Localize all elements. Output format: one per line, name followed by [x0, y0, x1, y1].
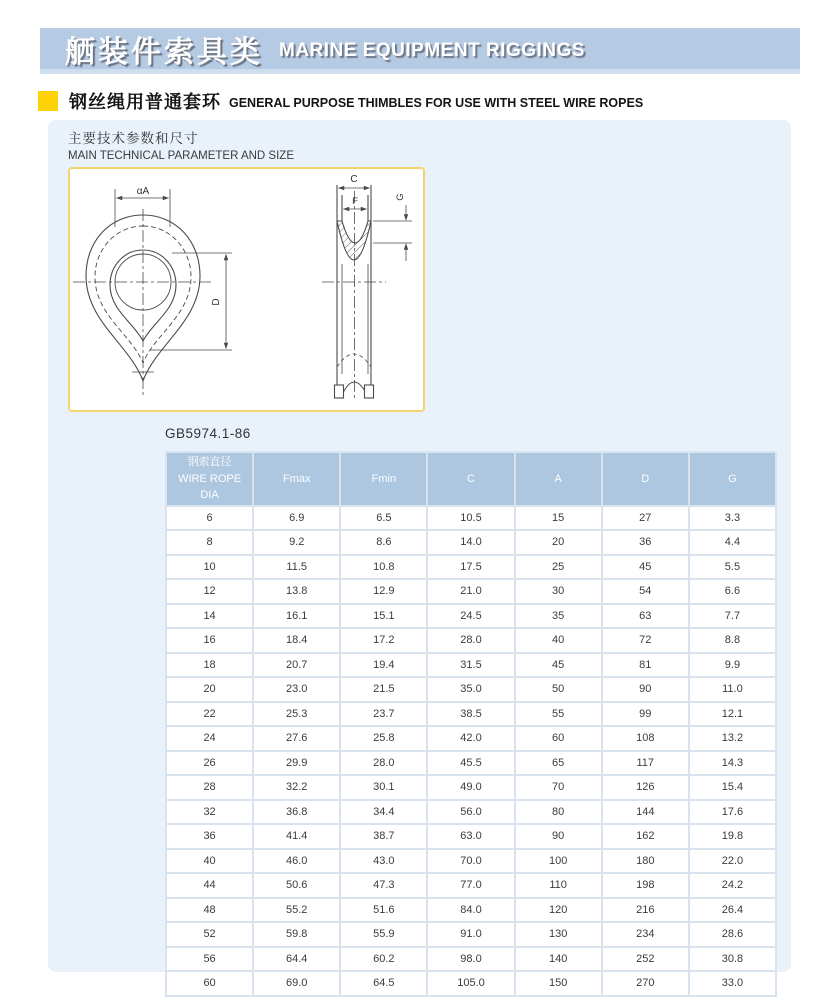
table-cell: 6.6 — [690, 580, 775, 603]
table-cell: 105.0 — [428, 972, 513, 995]
table-cell: 24.5 — [428, 605, 513, 628]
table-cell: 65 — [516, 752, 601, 775]
table-row — [167, 678, 775, 701]
table-cell: 7.7 — [690, 605, 775, 628]
table-cell: 34.4 — [341, 801, 426, 824]
table-cell: 38.5 — [428, 703, 513, 726]
table-cell: 35.0 — [428, 678, 513, 701]
table-cell: 23.0 — [254, 678, 339, 701]
table-cell: 21.0 — [428, 580, 513, 603]
table-cell: 6.9 — [254, 507, 339, 530]
table-cell: 13.2 — [690, 727, 775, 750]
table-cell: 12.1 — [690, 703, 775, 726]
table-cell: 90 — [516, 825, 601, 848]
table-cell: 33.0 — [690, 972, 775, 995]
table-cell: 45.5 — [428, 752, 513, 775]
table-cell: 63.0 — [428, 825, 513, 848]
table-cell: 38.7 — [341, 825, 426, 848]
table-cell: 27 — [603, 507, 688, 530]
table-cell: 17.5 — [428, 556, 513, 579]
table-cell: 52 — [167, 923, 252, 946]
table-cell: 120 — [516, 899, 601, 922]
table-cell: 234 — [603, 923, 688, 946]
table-cell: 9.2 — [254, 531, 339, 554]
table-cell: 10.8 — [341, 556, 426, 579]
table-cell: 49.0 — [428, 776, 513, 799]
table-cell: 55 — [516, 703, 601, 726]
standard-code-label: GB5974.1-86 — [165, 426, 251, 441]
table-cell: 8 — [167, 531, 252, 554]
table-cell: 140 — [516, 948, 601, 971]
table-cell: 42.0 — [428, 727, 513, 750]
section-title-zh: 钢丝绳用普通套环 — [69, 92, 221, 112]
thimble-section-view — [322, 185, 386, 401]
table-cell: 25 — [516, 556, 601, 579]
table-row — [167, 556, 775, 579]
table-cell: 28 — [167, 776, 252, 799]
table-cell: 6 — [167, 507, 252, 530]
table-cell: 25.8 — [341, 727, 426, 750]
table-cell: 270 — [603, 972, 688, 995]
table-cell: 20.7 — [254, 654, 339, 677]
table-cell: 70.0 — [428, 850, 513, 873]
table-cell: 8.8 — [690, 629, 775, 652]
table-cell: 6.5 — [341, 507, 426, 530]
table-cell: 43.0 — [341, 850, 426, 873]
table-cell: 25.3 — [254, 703, 339, 726]
table-cell: 144 — [603, 801, 688, 824]
table-cell: 28.6 — [690, 923, 775, 946]
table-cell: 18.4 — [254, 629, 339, 652]
table-cell: 54 — [603, 580, 688, 603]
table-cell: 19.8 — [690, 825, 775, 848]
page-banner — [40, 28, 800, 74]
table-cell: 10 — [167, 556, 252, 579]
dim-label-G: G — [395, 193, 406, 201]
dim-label-C: C — [350, 174, 358, 185]
table-cell: 63 — [603, 605, 688, 628]
table-cell: 22 — [167, 703, 252, 726]
table-cell: 162 — [603, 825, 688, 848]
table-row — [167, 801, 775, 824]
table-cell: 69.0 — [254, 972, 339, 995]
table-cell: 26 — [167, 752, 252, 775]
table-cell: 24.2 — [690, 874, 775, 897]
table-cell: 80 — [516, 801, 601, 824]
column-header: C — [428, 453, 513, 505]
table-cell: 252 — [603, 948, 688, 971]
table-cell: 81 — [603, 654, 688, 677]
column-header: Fmin — [341, 453, 426, 505]
table-cell: 22.0 — [690, 850, 775, 873]
table-cell: 32.2 — [254, 776, 339, 799]
table-cell: 91.0 — [428, 923, 513, 946]
table-cell: 30 — [516, 580, 601, 603]
section-heading — [38, 88, 643, 114]
table-cell: 5.5 — [690, 556, 775, 579]
table-cell: 12.9 — [341, 580, 426, 603]
table-cell: 15.1 — [341, 605, 426, 628]
table-cell: 64.5 — [341, 972, 426, 995]
table-cell: 56 — [167, 948, 252, 971]
table-cell: 20 — [167, 678, 252, 701]
table-cell: 130 — [516, 923, 601, 946]
table-cell: 150 — [516, 972, 601, 995]
table-cell: 30.1 — [341, 776, 426, 799]
table-cell: 60 — [167, 972, 252, 995]
content-sheet — [48, 120, 791, 990]
banner-title-zh: 舾装件索具类 — [65, 35, 263, 69]
table-row — [167, 507, 775, 530]
table-cell: 84.0 — [428, 899, 513, 922]
table-row — [167, 972, 775, 995]
table-row — [167, 703, 775, 726]
dim-label-aA: αA — [136, 186, 150, 197]
table-row — [167, 874, 775, 897]
table-cell: 15.4 — [690, 776, 775, 799]
table-cell: 198 — [603, 874, 688, 897]
table-cell: 28.0 — [428, 629, 513, 652]
table-cell: 29.9 — [254, 752, 339, 775]
table-cell: 51.6 — [341, 899, 426, 922]
table-cell: 31.5 — [428, 654, 513, 677]
table-cell: 17.6 — [690, 801, 775, 824]
table-cell: 3.3 — [690, 507, 775, 530]
table-row — [167, 629, 775, 652]
table-cell: 4.4 — [690, 531, 775, 554]
table-cell: 12 — [167, 580, 252, 603]
table-cell: 40 — [167, 850, 252, 873]
column-header-zh: 钢索直径 — [187, 456, 232, 468]
table-cell: 11.0 — [690, 678, 775, 701]
table-cell: 41.4 — [254, 825, 339, 848]
table-cell: 40 — [516, 629, 601, 652]
table-cell: 45 — [516, 654, 601, 677]
table-cell: 50.6 — [254, 874, 339, 897]
column-header: D — [603, 453, 688, 505]
table-row — [167, 580, 775, 603]
table-cell: 72 — [603, 629, 688, 652]
table-cell: 11.5 — [254, 556, 339, 579]
table-cell: 15 — [516, 507, 601, 530]
thimble-diagram-svg — [70, 169, 423, 409]
table-cell: 100 — [516, 850, 601, 873]
table-cell: 180 — [603, 850, 688, 873]
table-cell: 14 — [167, 605, 252, 628]
table-row — [167, 531, 775, 554]
table-cell: 60.2 — [341, 948, 426, 971]
table-cell: 10.5 — [428, 507, 513, 530]
table-cell: 55.2 — [254, 899, 339, 922]
column-header: A — [516, 453, 601, 505]
table-cell: 17.2 — [341, 629, 426, 652]
yellow-bullet-icon — [38, 91, 58, 111]
column-header: Fmax — [254, 453, 339, 505]
table-cell: 16.1 — [254, 605, 339, 628]
table-cell: 36.8 — [254, 801, 339, 824]
table-cell: 36 — [167, 825, 252, 848]
column-header-wire-rope-dia — [167, 453, 252, 505]
table-cell: 60 — [516, 727, 601, 750]
table-cell: 14.0 — [428, 531, 513, 554]
table-cell: 99 — [603, 703, 688, 726]
table-row — [167, 923, 775, 946]
table-cell: 90 — [603, 678, 688, 701]
table-cell: 20 — [516, 531, 601, 554]
table-row — [167, 948, 775, 971]
table-cell: 45 — [603, 556, 688, 579]
table-cell: 30.8 — [690, 948, 775, 971]
table-cell: 32 — [167, 801, 252, 824]
column-header-en: WIRE ROPE DIA — [178, 472, 242, 501]
table-cell: 13.8 — [254, 580, 339, 603]
table-cell: 50 — [516, 678, 601, 701]
subsection-heading — [68, 127, 294, 162]
table-cell: 28.0 — [341, 752, 426, 775]
thimble-front-view — [73, 209, 212, 397]
table-cell: 26.4 — [690, 899, 775, 922]
table-cell: 44 — [167, 874, 252, 897]
table-header-row — [167, 453, 775, 505]
table-row — [167, 605, 775, 628]
table-cell: 55.9 — [341, 923, 426, 946]
table-row — [167, 752, 775, 775]
table-cell: 98.0 — [428, 948, 513, 971]
column-header: G — [690, 453, 775, 505]
banner-title-en: MARINE EQUIPMENT RIGGINGS — [279, 40, 585, 61]
dimension-G — [373, 205, 412, 261]
table-cell: 48 — [167, 899, 252, 922]
table-cell: 19.4 — [341, 654, 426, 677]
thimble-technical-drawing — [68, 167, 425, 412]
table-cell: 126 — [603, 776, 688, 799]
table-cell: 35 — [516, 605, 601, 628]
table-row — [167, 776, 775, 799]
table-row — [167, 825, 775, 848]
table-cell: 9.9 — [690, 654, 775, 677]
subsection-title-en: MAIN TECHNICAL PARAMETER AND SIZE — [68, 150, 294, 162]
table-cell: 77.0 — [428, 874, 513, 897]
table-row — [167, 654, 775, 677]
dim-label-D: D — [211, 298, 222, 306]
table-row — [167, 727, 775, 750]
thimble-size-table — [165, 451, 777, 997]
table-row — [167, 850, 775, 873]
table-cell: 27.6 — [254, 727, 339, 750]
table-cell: 46.0 — [254, 850, 339, 873]
table-cell: 70 — [516, 776, 601, 799]
table-cell: 24 — [167, 727, 252, 750]
table-cell: 56.0 — [428, 801, 513, 824]
table-cell: 47.3 — [341, 874, 426, 897]
table-cell: 108 — [603, 727, 688, 750]
table-cell: 59.8 — [254, 923, 339, 946]
table-cell: 18 — [167, 654, 252, 677]
table-cell: 110 — [516, 874, 601, 897]
table-cell: 14.3 — [690, 752, 775, 775]
table-cell: 36 — [603, 531, 688, 554]
table-cell: 8.6 — [341, 531, 426, 554]
dim-label-F: F — [352, 196, 358, 207]
table-cell: 21.5 — [341, 678, 426, 701]
table-cell: 16 — [167, 629, 252, 652]
table-cell: 117 — [603, 752, 688, 775]
section-title-en: GENERAL PURPOSE THIMBLES FOR USE WITH STEEL WIRE ROPES — [229, 95, 644, 110]
table-row — [167, 899, 775, 922]
table-cell: 64.4 — [254, 948, 339, 971]
table-cell: 23.7 — [341, 703, 426, 726]
table-cell: 216 — [603, 899, 688, 922]
subsection-title-zh: 主要技术参数和尺寸 — [68, 131, 199, 146]
